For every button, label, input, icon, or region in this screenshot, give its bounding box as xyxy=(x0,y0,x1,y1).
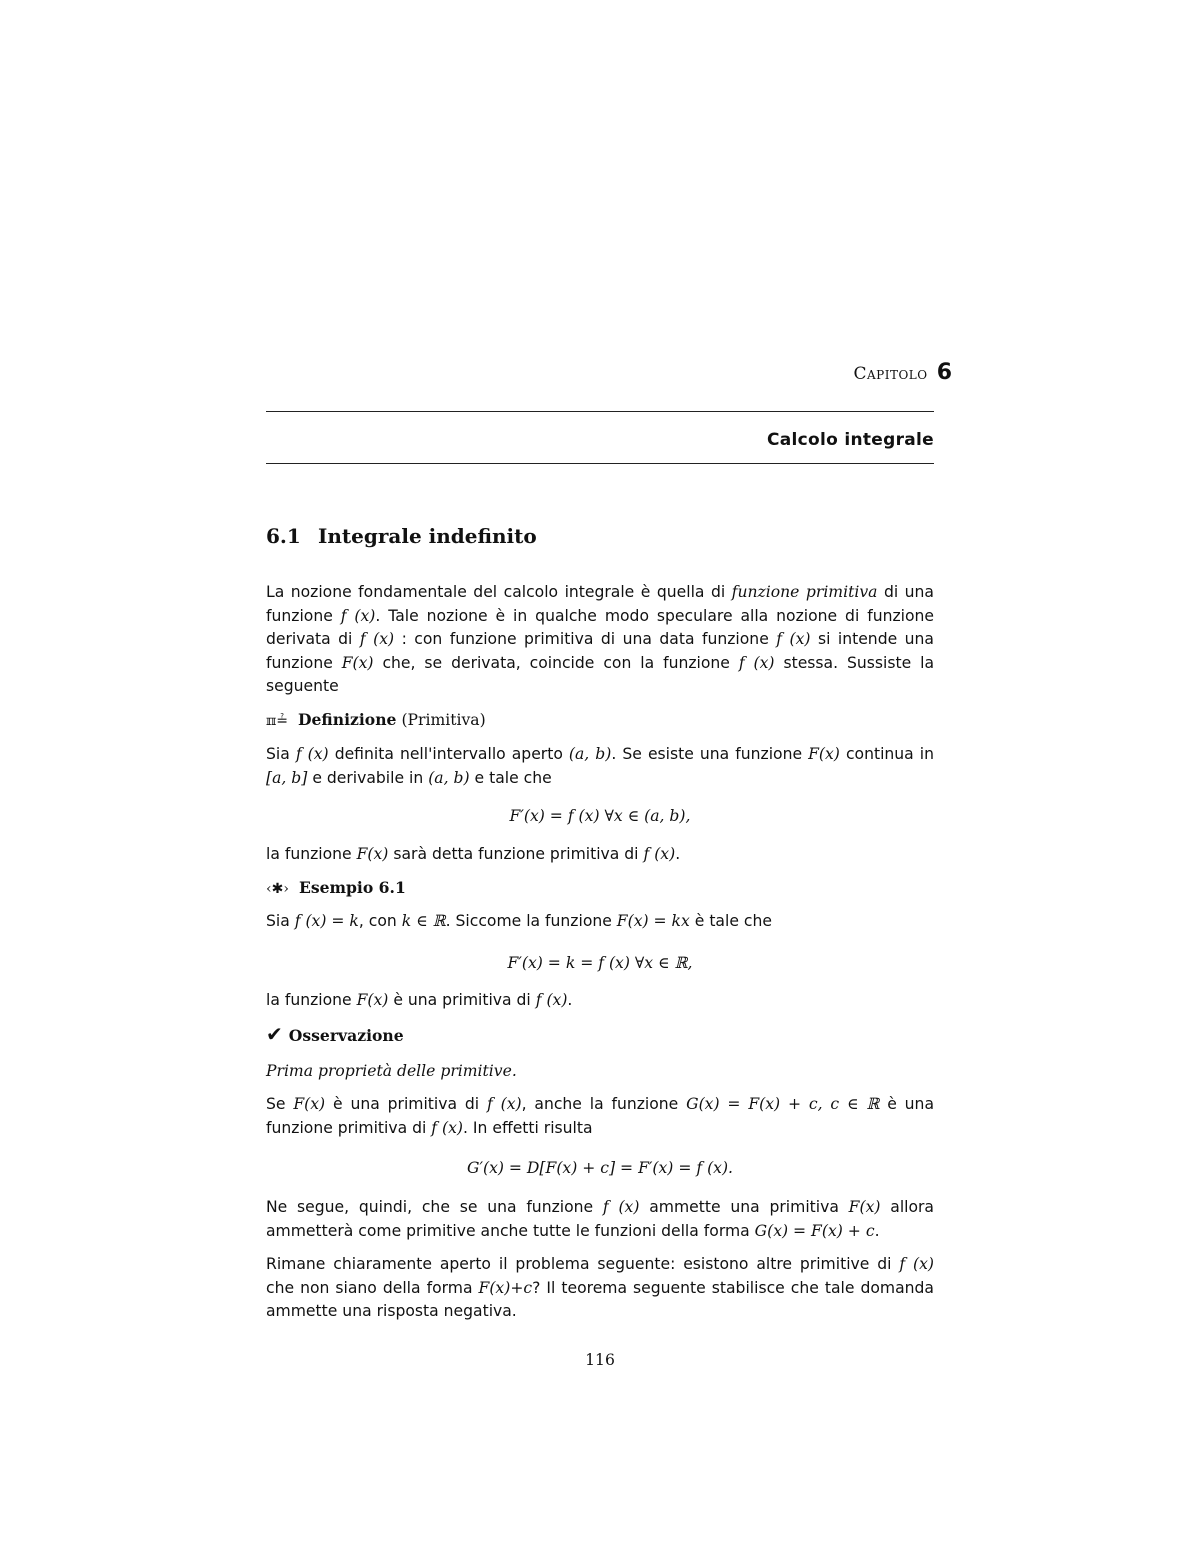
chapter-label xyxy=(853,360,952,385)
example-conclusion: la funzione F(x) è una primitiva di f (x). xyxy=(266,991,573,1009)
example-heading xyxy=(266,877,934,900)
intro-paragraph: La nozione fondamentale del calcolo integrale è quella di funzione primitiva di una funzione f (x). Tale nozione è in qualche modo speculare alla nozione di funzione derivata di f (x) : con funzione primitiva di una data funzione f (x) si intende una funzione F(x) che, se derivata, coincide con la funzione f (x) stessa. Sussiste la seguente xyxy=(266,583,935,696)
definition-conclusion: la funzione F(x) sarà detta funzione primitiva di f (x). xyxy=(266,845,681,863)
observation-label: Osservazione xyxy=(288,1026,404,1045)
definition-name: (Primitiva) xyxy=(401,711,486,729)
example-label: Esempio 6.1 xyxy=(298,878,406,897)
definition-text: Sia f (x) definita nell'intervallo aperto (a, b). Se esiste una funzione F(x) continua in [a, b] e derivabile in (a, b) e tale che xyxy=(266,745,934,787)
chapter-title: Calcolo integrale xyxy=(766,430,934,450)
example-icon: ‹✱› xyxy=(266,881,289,897)
chapter-word: Capitolo xyxy=(853,364,928,384)
example-body: Sia f (x) = k, con k ∈ ℝ. Siccome la funzione F(x) = kx è tale che xyxy=(266,912,772,930)
definition-body xyxy=(266,743,934,790)
section-heading xyxy=(266,524,537,548)
definition-formula: F′(x) = f (x) ∀x ∈ (a, b), xyxy=(509,807,691,825)
bottom-rule xyxy=(266,463,934,464)
check-icon: ✔ xyxy=(266,1022,283,1046)
emphasis-primitive: funzione primitiva xyxy=(731,583,878,601)
chapter-number: 6 xyxy=(936,360,952,385)
observation-heading xyxy=(266,1023,934,1047)
top-rule xyxy=(266,411,934,412)
observation-body: Se F(x) è una primitiva di f (x), anche la funzione G(x) = F(x) + c, c ∈ ℝ è una funzione primitiva di f (x). In effetti risulta xyxy=(266,1095,934,1137)
observation-subtitle: Prima proprietà delle primitive. xyxy=(266,1062,517,1080)
example-formula: F′(x) = k = f (x) ∀x ∈ ℝ, xyxy=(507,954,693,972)
definition-label: Definizione xyxy=(297,710,397,729)
definition-icon: ℼ≟ xyxy=(266,713,288,729)
page-number: 116 xyxy=(585,1351,615,1369)
observation-formula: G′(x) = D[F(x) + c] = F′(x) = f (x). xyxy=(466,1159,734,1177)
observation-paragraph-3: Rimane chiaramente aperto il problema seguente: esistono altre primitive di f (x) che non siano della forma F(x)+c? Il teorema seguente stabilisce che tale domanda ammette una risposta negativa. xyxy=(266,1255,934,1321)
observation-paragraph-2: Ne segue, quindi, che se una funzione f (x) ammette una primitiva F(x) allora ammetterà come primitive anche tutte le funzioni della forma G(x) = F(x) + c. xyxy=(266,1198,934,1240)
definition-heading xyxy=(266,709,934,732)
intro-block xyxy=(266,581,934,699)
section-number: 6.1 xyxy=(266,524,301,548)
section-title: Integrale indefinito xyxy=(318,524,537,548)
